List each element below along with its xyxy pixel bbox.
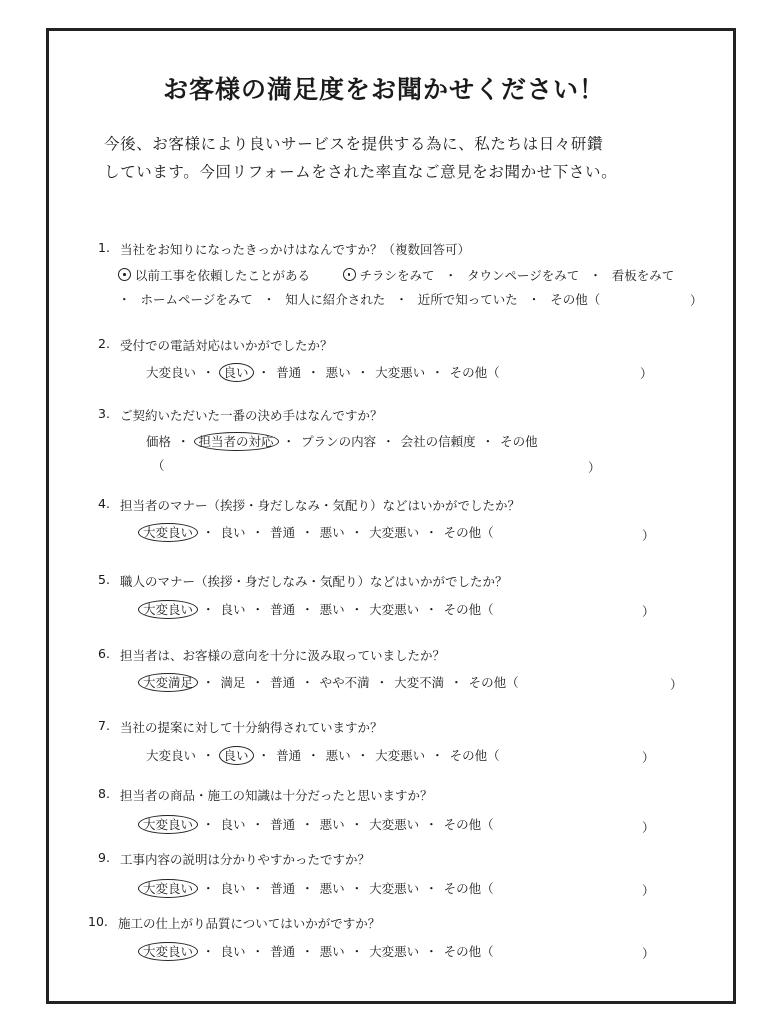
separator-dot: ・ — [202, 944, 215, 959]
separator-dot: ・ — [257, 365, 271, 380]
separator-dot: ・ — [431, 365, 444, 380]
separator-dot: ・ — [350, 817, 364, 832]
option-other[interactable]: その他（ — [443, 817, 494, 832]
option-label[interactable]: 普通 — [270, 525, 296, 540]
question-text: 担当者は、お客様の意向を十分に汲み取っていましたか？ — [120, 648, 446, 663]
separator-dot: ・ — [202, 602, 215, 617]
separator-dot: ・ — [301, 675, 314, 690]
option-other[interactable]: その他（ — [443, 944, 494, 959]
option-label[interactable]: 満足 — [220, 675, 246, 690]
option-other[interactable]: その他（ — [550, 292, 601, 307]
separator-dot: ・ — [301, 817, 314, 832]
option-label[interactable]: 大変良い — [146, 365, 197, 380]
intro-line-2: しています。今回リフォームをされた率直なご意見をお聞かせ下さい。 — [104, 163, 618, 181]
option-label[interactable]: 普通 — [276, 748, 302, 763]
separator-dot: ・ — [202, 365, 215, 380]
question-6 — [98, 646, 718, 664]
separator-dot: ・ — [425, 602, 438, 617]
option-label[interactable]: 良い — [220, 817, 246, 832]
option-other[interactable]: その他（ — [443, 881, 494, 896]
separator-dot: ・ — [425, 525, 438, 540]
option-other[interactable]: その他（ — [468, 675, 519, 690]
circled-dot-icon — [343, 268, 356, 281]
other-close-paren: ） — [642, 946, 655, 961]
option-label[interactable]: タウンページをみて — [467, 268, 580, 283]
option-label[interactable]: 悪い — [319, 944, 345, 959]
option-label-selected[interactable]: 大変良い — [138, 815, 198, 834]
question-7-options — [146, 746, 500, 764]
separator-dot: ・ — [251, 881, 265, 896]
separator-dot: ・ — [282, 434, 296, 449]
option-label[interactable]: 普通 — [270, 944, 296, 959]
separator-dot: ・ — [307, 748, 320, 763]
option-label[interactable]: 良い — [220, 525, 246, 540]
option-other[interactable]: その他（ — [449, 748, 500, 763]
question-4 — [98, 496, 718, 514]
option-label[interactable]: 看板をみて — [611, 268, 675, 283]
question-number: 2. — [98, 336, 110, 351]
separator-dot: ・ — [350, 944, 364, 959]
option-label[interactable]: 会社の信頼度 — [400, 434, 476, 449]
option-label[interactable]: 価格 — [146, 434, 172, 449]
question-text: 担当者の商品・施工の知識は十分だったと思いますか？ — [120, 788, 433, 803]
separator-dot: ・ — [251, 602, 265, 617]
option-label: 以前工事を依頼したことがある — [135, 268, 311, 283]
option-label[interactable]: 悪い — [319, 881, 345, 896]
question-2 — [98, 336, 718, 354]
option-label[interactable]: 悪い — [325, 365, 351, 380]
option-label[interactable]: 悪い — [325, 748, 351, 763]
option-other[interactable]: その他（ — [449, 365, 500, 380]
separator-dot: ・ — [307, 365, 320, 380]
question-3-options — [146, 432, 538, 450]
question-1-options-row-1 — [118, 266, 674, 284]
option-label-selected[interactable]: 良い — [219, 363, 254, 382]
option-label-selected[interactable]: 大変良い — [138, 600, 198, 619]
option-label[interactable]: 近所で知っていた — [417, 292, 518, 307]
option-label[interactable]: 大変良い — [146, 748, 197, 763]
separator-dot: ・ — [382, 434, 395, 449]
separator-dot — [320, 268, 333, 283]
option-label[interactable]: 大変悪い — [369, 525, 420, 540]
other-close-paren: ） — [670, 677, 683, 692]
separator-dot: ・ — [202, 675, 215, 690]
option-label[interactable]: 良い — [220, 881, 246, 896]
separator-dot: ・ — [481, 434, 495, 449]
other-close-paren: ） — [642, 883, 655, 898]
separator-dot: ・ — [301, 944, 314, 959]
other-close-paren: ） — [642, 604, 655, 619]
separator-dot: ・ — [301, 602, 314, 617]
option-other[interactable]: その他（ — [443, 602, 494, 617]
separator-dot: ・ — [444, 268, 458, 283]
other-open-paren: （ — [152, 458, 165, 473]
option-label-selected[interactable]: 大変良い — [138, 879, 198, 898]
separator-dot: ・ — [118, 292, 131, 307]
other-close-paren: ） — [642, 528, 655, 543]
question-1-options-row-2 — [118, 290, 600, 308]
option-label[interactable]: 普通 — [270, 881, 296, 896]
separator-dot: ・ — [301, 881, 314, 896]
question-2-options — [146, 363, 500, 381]
question-number: 1. — [98, 240, 110, 255]
option-checkbox[interactable] — [118, 268, 310, 283]
question-text: 工事内容の説明は分かりやすかったですか？ — [120, 852, 371, 867]
option-checkbox[interactable] — [343, 268, 435, 283]
option-label[interactable]: 普通 — [270, 817, 296, 832]
separator-dot: ・ — [431, 748, 444, 763]
question-10-options — [140, 942, 494, 960]
option-label[interactable]: やや不満 — [319, 675, 370, 690]
separator-dot: ・ — [301, 525, 314, 540]
question-1 — [98, 240, 718, 258]
option-label[interactable]: 大変悪い — [369, 881, 420, 896]
question-3 — [98, 406, 718, 424]
option-other[interactable]: その他 — [500, 434, 538, 449]
separator-dot: ・ — [251, 817, 265, 832]
option-label[interactable]: 大変悪い — [369, 602, 420, 617]
separator-dot: ・ — [425, 881, 438, 896]
question-text: 受付での電話対応はいかがでしたか？ — [120, 338, 333, 353]
option-label[interactable]: 良い — [220, 944, 246, 959]
separator-dot: ・ — [350, 602, 364, 617]
question-text: 当社をお知りになったきっかけはなんですか？（複数回答可） — [120, 242, 471, 257]
other-close-paren: ） — [690, 293, 703, 308]
question-text: 当社の提案に対して十分納得されていますか？ — [120, 720, 383, 735]
intro-text — [104, 130, 694, 186]
separator-dot: ・ — [589, 268, 602, 283]
separator-dot: ・ — [350, 881, 364, 896]
separator-dot: ・ — [202, 748, 215, 763]
intro-line-1: 今後、お客様により良いサービスを提供する為に、私たちは日々研鑽 — [104, 135, 604, 153]
question-number: 9. — [98, 850, 110, 865]
separator-dot: ・ — [350, 525, 364, 540]
question-number: 5. — [98, 572, 110, 587]
option-label[interactable]: 大変悪い — [375, 748, 426, 763]
option-label[interactable]: プランの内容 — [301, 434, 377, 449]
separator-dot: ・ — [527, 292, 541, 307]
separator-dot: ・ — [202, 525, 215, 540]
option-label[interactable]: ホームページをみて — [140, 292, 253, 307]
option-label[interactable]: 悪い — [319, 525, 345, 540]
other-close-paren: ） — [642, 750, 655, 765]
other-close-paren: ） — [588, 460, 601, 475]
separator-dot: ・ — [356, 748, 370, 763]
option-label[interactable]: 普通 — [276, 365, 302, 380]
separator-dot: ・ — [262, 292, 276, 307]
question-5 — [98, 572, 718, 590]
question-number: 4. — [98, 496, 110, 511]
question-4-options — [140, 523, 494, 541]
option-label[interactable]: 普通 — [270, 602, 296, 617]
separator-dot: ・ — [425, 817, 438, 832]
option-label-selected[interactable]: 大変良い — [138, 942, 198, 961]
page-title: お客様の満足度をお聞かせください！ — [162, 75, 605, 104]
question-number: 8. — [98, 786, 110, 801]
option-label[interactable]: 大変悪い — [369, 944, 420, 959]
separator-dot: ・ — [257, 748, 271, 763]
question-8 — [98, 786, 718, 804]
option-label-selected[interactable]: 大変良い — [138, 523, 198, 542]
question-9 — [98, 850, 718, 868]
option-other[interactable]: その他（ — [443, 525, 494, 540]
separator-dot: ・ — [251, 675, 265, 690]
question-7 — [98, 718, 718, 736]
other-close-paren: ） — [642, 820, 655, 835]
option-label[interactable]: 大変不満 — [394, 675, 445, 690]
option-label-selected[interactable]: 大変満足 — [138, 673, 198, 692]
question-text: 担当者のマナー（挨拶・身だしなみ・気配り）などはいかがでしたか？ — [120, 498, 521, 513]
separator-dot: ・ — [251, 525, 265, 540]
separator-dot: ・ — [395, 292, 408, 307]
option-label[interactable]: 悪い — [319, 817, 345, 832]
other-close-paren: ） — [640, 366, 653, 381]
question-9-options — [140, 879, 494, 897]
option-label-selected[interactable]: 担当者の対応 — [194, 432, 279, 451]
option-label[interactable]: 大変悪い — [369, 817, 420, 832]
circled-dot-icon — [118, 268, 131, 281]
question-10 — [88, 914, 718, 932]
question-number: 7. — [98, 718, 110, 733]
option-label-selected[interactable]: 良い — [219, 746, 254, 765]
question-text: ご契約いただいた一番の決め手はなんですか？ — [120, 408, 383, 423]
separator-dot: ・ — [356, 365, 370, 380]
separator-dot: ・ — [177, 434, 190, 449]
option-label[interactable]: 良い — [220, 602, 246, 617]
separator-dot: ・ — [251, 944, 265, 959]
question-text: 職人のマナー（挨拶・身だしなみ・気配り）などはいかがでしたか？ — [120, 574, 508, 589]
separator-dot: ・ — [450, 675, 463, 690]
question-8-options — [140, 815, 494, 833]
question-number: 10. — [88, 914, 108, 929]
option-label[interactable]: 普通 — [270, 675, 296, 690]
separator-dot: ・ — [202, 881, 215, 896]
option-label: チラシをみて — [359, 268, 435, 283]
question-5-options — [140, 600, 494, 618]
question-number: 3. — [98, 406, 110, 421]
option-label[interactable]: 悪い — [319, 602, 345, 617]
question-text: 施工の仕上がり品質についてはいかがですか？ — [118, 916, 381, 931]
question-number: 6. — [98, 646, 110, 661]
separator-dot: ・ — [202, 817, 215, 832]
separator-dot: ・ — [425, 944, 438, 959]
option-label[interactable]: 大変悪い — [375, 365, 426, 380]
option-label[interactable]: 知人に紹介された — [285, 292, 386, 307]
question-6-options — [140, 673, 519, 691]
separator-dot: ・ — [375, 675, 389, 690]
